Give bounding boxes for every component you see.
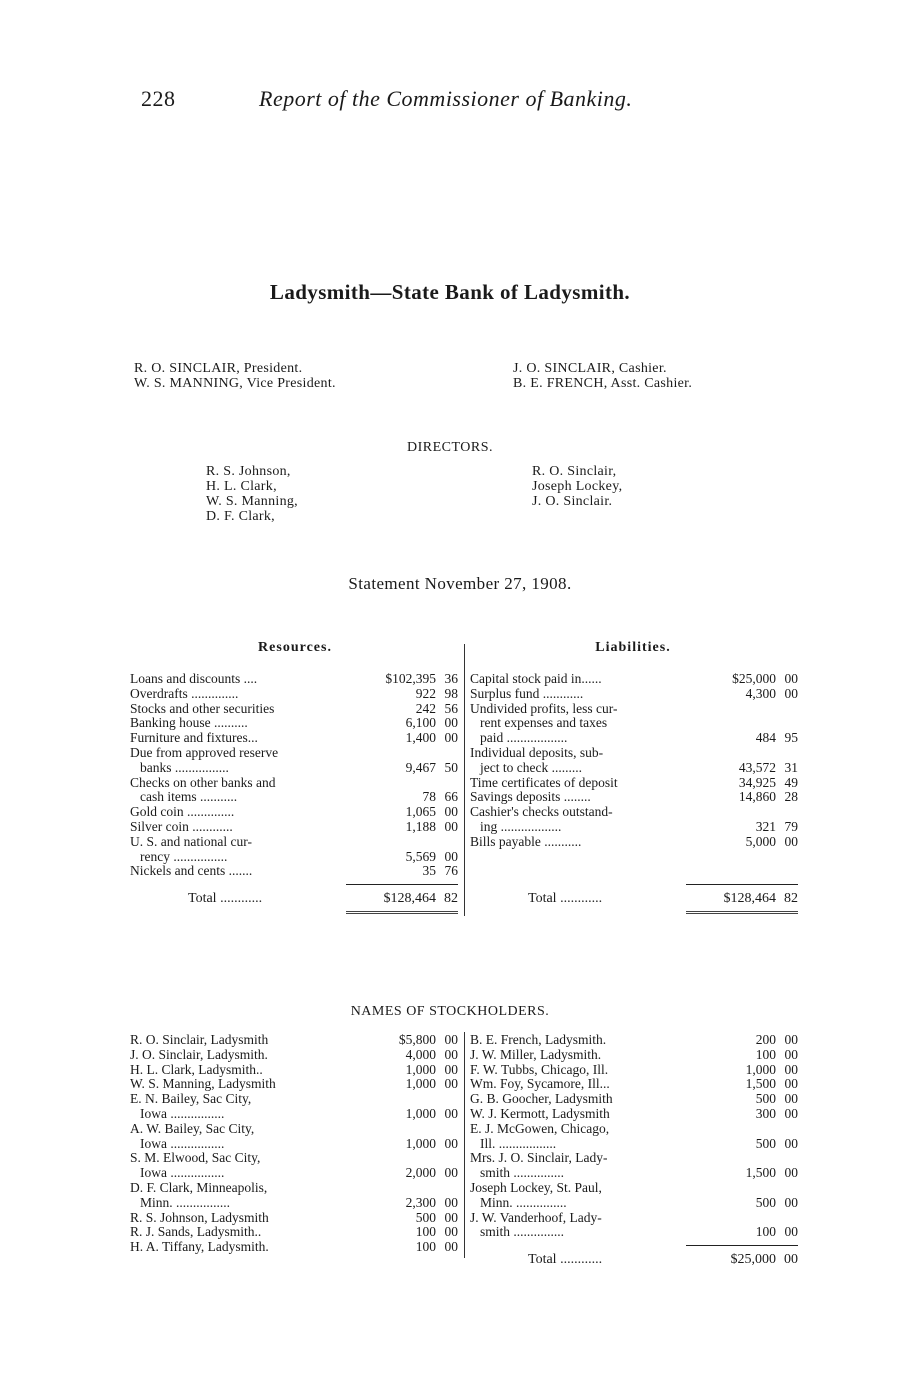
stockholder-row	[470, 1225, 798, 1240]
stockholder-row-cents: 00	[784, 1224, 798, 1240]
resource-row-cents: 76	[444, 863, 458, 879]
stockholder-row	[470, 1181, 798, 1196]
liability-row-amount: 34,925	[738, 774, 776, 790]
resource-row-cents: 56	[444, 700, 458, 716]
stockholder-row	[470, 1033, 798, 1048]
liability-row-label: paid ..................	[480, 731, 568, 746]
stockholder-row-label: D. F. Clark, Minneapolis,	[130, 1180, 268, 1195]
stockholder-row-amount: 1,000	[405, 1135, 436, 1151]
resource-row-cents: 66	[444, 789, 458, 805]
stockholder-row-amount	[694, 1211, 776, 1226]
stockholders-left-list	[130, 1033, 458, 1255]
resource-row-cents: 00	[444, 818, 458, 834]
stockholder-row-cents: 00	[784, 1046, 798, 1062]
liability-row-cents: 31	[784, 759, 798, 775]
resource-row	[130, 687, 458, 702]
stockholder-row-amount	[354, 1151, 436, 1166]
stockholder-row-label: Ill. .................	[480, 1136, 557, 1151]
liabilities-total-amount: $128,464	[723, 891, 776, 906]
stockholder-row	[130, 1166, 458, 1181]
resource-row-amount	[354, 776, 436, 791]
stockholder-row	[130, 1211, 458, 1226]
liability-row-label: Capital stock paid in......	[470, 672, 602, 686]
stockholder-row-cents: 00	[784, 1091, 798, 1107]
liabilities-heading: Liabilities.	[595, 640, 671, 655]
stockholder-row-cents: 00	[784, 1032, 798, 1047]
stockholder-row-amount: 100	[755, 1224, 776, 1240]
stockholder-row-label: H. A. Tiffany, Ladysmith.	[130, 1240, 269, 1255]
resource-row	[130, 805, 458, 820]
stockholder-row-label: B. E. French, Ladysmith.	[470, 1033, 607, 1047]
stockholder-row-cents	[436, 1122, 458, 1137]
officer-vice-president: W. S. MANNING, Vice President.	[134, 376, 336, 391]
liability-row-amount	[694, 716, 776, 731]
liability-row-amount: 4,300	[745, 685, 776, 701]
stockholder-row-label: W. S. Manning, Ladysmith	[130, 1077, 276, 1092]
stockholder-row-amount	[694, 1122, 776, 1137]
resource-row-label: Due from approved reserve	[130, 745, 279, 760]
liability-row-cents: 95	[784, 730, 798, 746]
stockholder-row-cents	[776, 1181, 798, 1196]
stockholder-row-label: Joseph Lockey, St. Paul,	[470, 1180, 602, 1195]
liability-row	[470, 790, 798, 805]
liability-row-cents	[776, 746, 798, 761]
resource-row-label: Stocks and other securities	[130, 701, 275, 716]
resource-row-label: Gold coin ..............	[130, 805, 235, 820]
stockholder-row	[130, 1063, 458, 1078]
resource-row	[130, 776, 458, 791]
liability-row-label: Cashier's checks outstand-	[470, 805, 613, 820]
officer-president: R. O. SINCLAIR, President.	[134, 361, 303, 376]
liability-row-label: Savings deposits ........	[470, 790, 591, 805]
liability-row-label: ject to check .........	[480, 760, 582, 775]
stockholder-row-cents: 00	[444, 1046, 458, 1062]
stockholder-row-amount: 500	[755, 1194, 776, 1210]
liabilities-total-row	[470, 891, 798, 907]
resource-row-cents: 50	[444, 759, 458, 775]
resource-row-amount: 35	[422, 863, 436, 879]
liability-row	[470, 672, 798, 687]
stockholder-row-label: A. W. Bailey, Sac City,	[130, 1121, 255, 1136]
liability-row	[470, 835, 798, 850]
liability-row-cents: 79	[784, 818, 798, 834]
stockholder-row-amount: 500	[415, 1209, 436, 1225]
page-number: 228	[141, 86, 176, 111]
stockholder-row-label: Iowa ................	[140, 1166, 225, 1181]
resource-row-cents: 00	[444, 848, 458, 864]
stockholder-row	[470, 1063, 798, 1078]
stockholder-row	[130, 1107, 458, 1122]
resources-total-label: Total ............	[188, 891, 263, 906]
liability-row-label: Individual deposits, sub-	[470, 745, 604, 760]
resource-row-cents: 00	[444, 715, 458, 731]
resource-row	[130, 731, 458, 746]
stockholder-row	[470, 1137, 798, 1152]
stockholder-row-cents	[436, 1092, 458, 1107]
liability-row	[470, 746, 798, 761]
director: J. O. Sinclair.	[532, 494, 613, 509]
liability-row-amount	[694, 702, 776, 717]
stockholder-row-label: Wm. Foy, Sycamore, Ill...	[470, 1077, 610, 1092]
officers-left	[134, 361, 336, 391]
resource-row-label: Loans and discounts ....	[130, 672, 258, 686]
directors-heading: DIRECTORS.	[406, 440, 494, 455]
liability-row-amount: 5,000	[745, 833, 776, 849]
stockholder-row	[130, 1196, 458, 1211]
stockholder-row-cents: 00	[784, 1061, 798, 1077]
resource-row	[130, 672, 458, 687]
liability-row-amount: 14,860	[738, 789, 776, 805]
resource-row-label: banks ................	[140, 760, 229, 775]
stockholder-row	[130, 1077, 458, 1092]
stockholder-row-amount: 1,500	[745, 1165, 776, 1181]
stockholder-row-label: G. B. Goocher, Ladysmith	[470, 1092, 613, 1107]
stockholder-row-cents: 00	[444, 1209, 458, 1225]
stockholder-row-label: R. O. Sinclair, Ladysmith	[130, 1033, 269, 1047]
stockholder-row	[130, 1151, 458, 1166]
liability-row-label: Bills payable ...........	[470, 834, 582, 849]
stockholder-row-label: smith ...............	[480, 1166, 565, 1181]
stockholder-row-amount: 1,000	[745, 1061, 776, 1077]
stockholders-total-amount: $25,000	[730, 1252, 776, 1267]
stockholder-row	[470, 1092, 798, 1107]
liability-row	[470, 776, 798, 791]
resource-row-cents	[436, 746, 458, 761]
resource-row-label: Checks on other banks and	[130, 775, 276, 790]
liability-row-cents: 49	[784, 774, 798, 790]
stockholder-row-amount: 500	[755, 1135, 776, 1151]
stockholder-row-label: E. N. Bailey, Sac City,	[130, 1092, 252, 1107]
director: R. S. Johnson,	[206, 464, 291, 479]
resource-row-cents: 00	[444, 730, 458, 746]
resource-row	[130, 820, 458, 835]
director: Joseph Lockey,	[532, 479, 623, 494]
resource-row	[130, 761, 458, 776]
resource-row-label: Furniture and fixtures...	[130, 731, 258, 746]
liability-row-cents: 28	[784, 789, 798, 805]
stockholder-row	[130, 1048, 458, 1063]
liabilities-total-label: Total ............	[528, 891, 603, 906]
stockholder-row-amount: 2,000	[405, 1165, 436, 1181]
stockholder-row-label: J. O. Sinclair, Ladysmith.	[130, 1047, 268, 1062]
resources-total-row	[130, 891, 458, 907]
stockholder-row	[470, 1196, 798, 1211]
stockholder-row-label: Minn. ................	[140, 1195, 231, 1210]
stockholder-row-label: Minn. ...............	[480, 1195, 567, 1210]
resources-heading: Resources.	[258, 640, 332, 655]
stockholder-row-cents	[436, 1151, 458, 1166]
resource-row-amount: 6,100	[405, 715, 436, 731]
stockholder-row-amount: 1,000	[405, 1061, 436, 1077]
stockholder-row-cents: 00	[444, 1165, 458, 1181]
resource-row-label: Banking house ..........	[130, 716, 248, 731]
stockholder-row-amount	[694, 1181, 776, 1196]
liability-row-amount: 321	[755, 818, 776, 834]
stockholder-row-cents: 00	[444, 1105, 458, 1121]
liability-row-cents: 00	[784, 833, 798, 849]
resources-total-cents: 82	[444, 891, 458, 906]
liability-row-amount	[694, 746, 776, 761]
resource-row-cents: 98	[444, 685, 458, 701]
director: R. O. Sinclair,	[532, 464, 617, 479]
stockholder-row-cents: 00	[444, 1224, 458, 1240]
liability-row	[470, 761, 798, 776]
liability-row-label: ing ..................	[480, 819, 562, 834]
liability-row	[470, 687, 798, 702]
liabilities-double-rule	[686, 911, 798, 914]
stockholder-row	[470, 1151, 798, 1166]
resource-row-amount: $102,395	[385, 671, 436, 686]
running-header	[141, 86, 632, 112]
resources-double-rule	[346, 911, 458, 914]
resource-row	[130, 702, 458, 717]
stockholder-row-label: J. W. Miller, Ladysmith.	[470, 1047, 602, 1062]
stockholder-row-amount: 300	[755, 1105, 776, 1121]
stockholder-row-label: J. W. Vanderhoof, Lady-	[470, 1210, 602, 1225]
bank-title: Ladysmith—State Bank of Ladysmith.	[269, 280, 631, 304]
directors-left	[206, 464, 298, 524]
resource-row-label: cash items ...........	[140, 790, 238, 805]
stockholder-row	[130, 1240, 458, 1255]
stockholder-row	[130, 1122, 458, 1137]
stockholder-row-amount: $5,800	[398, 1032, 436, 1047]
stockholder-row-cents	[436, 1181, 458, 1196]
stockholder-row-label: F. W. Tubbs, Chicago, Ill.	[470, 1062, 609, 1077]
officer-cashier: J. O. SINCLAIR, Cashier.	[513, 361, 667, 376]
resource-row-cents	[436, 835, 458, 850]
stockholder-row-amount: 1,500	[745, 1076, 776, 1092]
liability-row	[470, 820, 798, 835]
liability-row	[470, 716, 798, 731]
liability-row-label: Undivided profits, less cur-	[470, 701, 618, 716]
stockholder-row-amount: 100	[415, 1239, 436, 1255]
stockholder-row-cents: 00	[784, 1194, 798, 1210]
stockholders-heading: NAMES OF STOCKHOLDERS.	[350, 1004, 550, 1019]
stockholder-row-amount: 200	[755, 1032, 776, 1047]
resource-row-label: Nickels and cents .......	[130, 864, 253, 879]
director: H. L. Clark,	[206, 479, 277, 494]
stockholder-row-cents: 00	[444, 1135, 458, 1151]
stockholder-row-label: W. J. Kermott, Ladysmith	[470, 1106, 610, 1121]
stockholders-total-row	[470, 1252, 798, 1268]
stockholder-row	[470, 1048, 798, 1063]
stockholder-row	[470, 1077, 798, 1092]
stockholder-row-amount	[354, 1122, 436, 1137]
stockholder-row-label: Mrs. J. O. Sinclair, Lady-	[470, 1151, 608, 1166]
stockholder-row-amount: 4,000	[405, 1046, 436, 1062]
resource-row-amount	[354, 746, 436, 761]
stockholder-row	[470, 1107, 798, 1122]
resource-row	[130, 864, 458, 879]
resource-row	[130, 716, 458, 731]
stockholder-row-amount: 1,000	[405, 1105, 436, 1121]
resource-row-amount: 78	[422, 789, 436, 805]
stockholder-row-amount: 1,000	[405, 1076, 436, 1092]
resource-row-amount: 1,400	[405, 730, 436, 746]
director: D. F. Clark,	[206, 509, 275, 524]
stockholder-row	[470, 1122, 798, 1137]
stockholder-row-label: R. J. Sands, Ladysmith..	[130, 1225, 262, 1240]
stockholder-row	[130, 1181, 458, 1196]
resource-row-cents: 00	[444, 804, 458, 820]
liability-row	[470, 731, 798, 746]
stockholder-row	[130, 1033, 458, 1048]
stockholder-row-cents: 00	[444, 1061, 458, 1077]
stockholder-row-label: R. S. Johnson, Ladysmith	[130, 1210, 269, 1225]
resource-row-amount: 242	[415, 700, 436, 716]
liability-row-label: Time certificates of deposit	[470, 775, 618, 790]
stockholders-total-cents: 00	[784, 1252, 798, 1267]
stockholder-row-cents: 00	[784, 1165, 798, 1181]
directors-right	[532, 464, 622, 509]
stockholder-row-amount	[354, 1181, 436, 1196]
stockholder-row-amount: 100	[755, 1046, 776, 1062]
liability-row-cents: 00	[784, 671, 798, 686]
liabilities-list	[470, 672, 798, 850]
stockholder-row-label: Iowa ................	[140, 1106, 225, 1121]
stockholder-row-amount: 500	[755, 1091, 776, 1107]
liability-row-amount	[694, 805, 776, 820]
stockholders-right-list	[470, 1033, 798, 1240]
stockholder-row	[470, 1166, 798, 1181]
liabilities-total-cents: 82	[784, 891, 798, 906]
stockholder-row-cents: 00	[444, 1194, 458, 1210]
stockholder-row-cents	[776, 1211, 798, 1226]
liability-row-cents: 00	[784, 685, 798, 701]
resource-row-label: Overdrafts ..............	[130, 686, 239, 701]
stockholder-row-label: H. L. Clark, Ladysmith..	[130, 1062, 263, 1077]
stockholder-row-cents: 00	[784, 1076, 798, 1092]
liability-row	[470, 805, 798, 820]
resource-row-amount: 1,065	[405, 804, 436, 820]
stockholder-row-label: smith ...............	[480, 1225, 565, 1240]
resource-row-cents	[436, 776, 458, 791]
stockholder-row-cents	[776, 1151, 798, 1166]
resource-row-amount: 1,188	[405, 818, 436, 834]
stockholder-row-cents: 00	[784, 1135, 798, 1151]
officers-right	[513, 361, 692, 391]
resource-row	[130, 746, 458, 761]
stockholders-total-label: Total ............	[528, 1252, 603, 1267]
resource-row-cents: 36	[444, 671, 458, 686]
stockholder-row-label: S. M. Elwood, Sac City,	[130, 1151, 261, 1166]
resource-row-label: rency ................	[140, 849, 228, 864]
running-title: Report of the Commissioner of Banking.	[259, 86, 633, 111]
stockholder-row-amount	[694, 1151, 776, 1166]
liability-row	[470, 702, 798, 717]
officer-asst-cashier: B. E. FRENCH, Asst. Cashier.	[513, 376, 693, 391]
resources-total-amount: $128,464	[383, 891, 436, 906]
stockholder-row-label: E. J. McGowen, Chicago,	[470, 1121, 610, 1136]
liabilities-sum-line	[686, 884, 798, 885]
stockholders-divider	[464, 1032, 465, 1258]
director: W. S. Manning,	[206, 494, 298, 509]
stockholder-row-label: Iowa ................	[140, 1136, 225, 1151]
stockholder-row	[130, 1225, 458, 1240]
resource-row-label: U. S. and national cur-	[130, 834, 252, 849]
statement-date: Statement November 27, 1908.	[348, 574, 572, 593]
liability-row-amount: $25,000	[732, 671, 776, 686]
stockholder-row-cents: 00	[444, 1032, 458, 1047]
resource-row-label: Silver coin ............	[130, 819, 233, 834]
column-divider	[464, 644, 465, 916]
stockholder-row-amount	[354, 1092, 436, 1107]
resources-list	[130, 672, 458, 879]
stockholder-row-cents: 00	[784, 1105, 798, 1121]
stockholder-row	[130, 1092, 458, 1107]
stockholder-row-cents: 00	[444, 1076, 458, 1092]
resource-row	[130, 835, 458, 850]
liability-row-amount: 43,572	[738, 759, 776, 775]
stockholder-row	[130, 1137, 458, 1152]
liability-row-cents	[776, 702, 798, 717]
liability-row-label: Surplus fund ............	[470, 686, 584, 701]
stockholder-row	[470, 1211, 798, 1226]
resources-sum-line	[346, 884, 458, 885]
stockholder-row-amount: 100	[415, 1224, 436, 1240]
resource-row-amount: 922	[415, 685, 436, 701]
resource-row-amount: 5,569	[405, 848, 436, 864]
liability-row-cents	[776, 805, 798, 820]
stockholder-row-cents	[776, 1122, 798, 1137]
resource-row-amount	[354, 835, 436, 850]
resource-row	[130, 850, 458, 865]
stockholder-row-amount: 2,300	[405, 1194, 436, 1210]
liability-row-amount: 484	[755, 730, 776, 746]
resource-row	[130, 790, 458, 805]
liability-row-label: rent expenses and taxes	[480, 716, 608, 731]
resource-row-amount: 9,467	[405, 759, 436, 775]
liability-row-cents	[776, 716, 798, 731]
stockholders-sum-line	[686, 1245, 798, 1246]
stockholder-row-cents: 00	[444, 1239, 458, 1255]
